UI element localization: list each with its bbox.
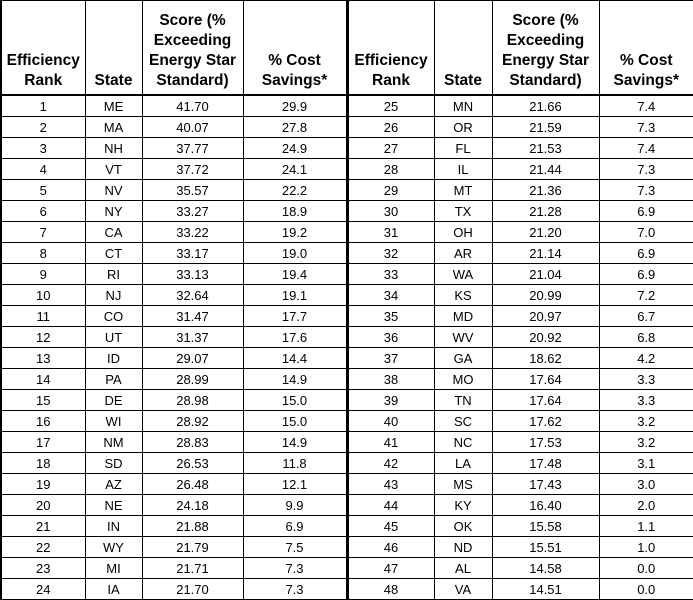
- left-rank-cell: 14: [1, 369, 85, 390]
- header-state: State: [85, 1, 142, 96]
- left-state-cell: NV: [85, 180, 142, 201]
- right-rank-cell: 38: [347, 369, 434, 390]
- left-savings-cell: 7.5: [243, 537, 347, 558]
- table-row: [1, 117, 693, 138]
- right-score-cell: 17.64: [492, 369, 599, 390]
- right-savings-cell: 6.8: [599, 327, 693, 348]
- right-state-cell: KY: [434, 495, 492, 516]
- left-rank-cell: 23: [1, 558, 85, 579]
- header-row: [1, 1, 693, 96]
- table-row: [1, 432, 693, 453]
- right-rank-cell: 45: [347, 516, 434, 537]
- right-savings-cell: 3.3: [599, 390, 693, 411]
- table-row: [1, 516, 693, 537]
- table-row: [1, 558, 693, 579]
- right-state-cell: WV: [434, 327, 492, 348]
- right-score-cell: 17.64: [492, 390, 599, 411]
- left-rank-cell: 6: [1, 201, 85, 222]
- left-state-cell: NM: [85, 432, 142, 453]
- right-rank-cell: 44: [347, 495, 434, 516]
- right-rank-cell: 37: [347, 348, 434, 369]
- right-savings-cell: 2.0: [599, 495, 693, 516]
- right-score-cell: 17.48: [492, 453, 599, 474]
- table-row: [1, 201, 693, 222]
- left-state-cell: WI: [85, 411, 142, 432]
- right-savings-cell: 6.9: [599, 201, 693, 222]
- left-score-cell: 33.13: [142, 264, 243, 285]
- left-score-cell: 31.37: [142, 327, 243, 348]
- right-rank-cell: 36: [347, 327, 434, 348]
- table-row: [1, 411, 693, 432]
- left-savings-cell: 7.3: [243, 579, 347, 600]
- table-row: [1, 306, 693, 327]
- left-savings-cell: 19.4: [243, 264, 347, 285]
- left-savings-cell: 7.3: [243, 558, 347, 579]
- right-state-cell: AR: [434, 243, 492, 264]
- right-state-cell: NC: [434, 432, 492, 453]
- right-state-cell: WA: [434, 264, 492, 285]
- header-efficiency-rank-right: Efficiency Rank: [347, 1, 434, 96]
- left-state-cell: RI: [85, 264, 142, 285]
- table-row: [1, 390, 693, 411]
- table-row: [1, 222, 693, 243]
- left-rank-cell: 11: [1, 306, 85, 327]
- right-score-cell: 17.62: [492, 411, 599, 432]
- left-rank-cell: 24: [1, 579, 85, 600]
- left-savings-cell: 14.9: [243, 369, 347, 390]
- right-score-cell: 21.44: [492, 159, 599, 180]
- left-state-cell: DE: [85, 390, 142, 411]
- right-savings-cell: 6.9: [599, 243, 693, 264]
- left-score-cell: 26.53: [142, 453, 243, 474]
- left-rank-cell: 22: [1, 537, 85, 558]
- right-savings-cell: 7.3: [599, 180, 693, 201]
- right-rank-cell: 42: [347, 453, 434, 474]
- right-rank-cell: 48: [347, 579, 434, 600]
- right-savings-cell: 0.0: [599, 558, 693, 579]
- left-savings-cell: 24.1: [243, 159, 347, 180]
- right-savings-cell: 0.0: [599, 579, 693, 600]
- table-row: [1, 138, 693, 159]
- left-state-cell: VT: [85, 159, 142, 180]
- left-state-cell: ID: [85, 348, 142, 369]
- left-score-cell: 26.48: [142, 474, 243, 495]
- left-score-cell: 40.07: [142, 117, 243, 138]
- left-savings-cell: 9.9: [243, 495, 347, 516]
- right-state-cell: OR: [434, 117, 492, 138]
- right-rank-cell: 31: [347, 222, 434, 243]
- left-score-cell: 35.57: [142, 180, 243, 201]
- header-cost-savings-right: % Cost Savings*: [599, 1, 693, 96]
- right-state-cell: MT: [434, 180, 492, 201]
- right-state-cell: VA: [434, 579, 492, 600]
- header-score-right: Score (% Exceeding Energy Star Standard): [492, 1, 599, 96]
- right-savings-cell: 3.2: [599, 411, 693, 432]
- right-savings-cell: 7.4: [599, 95, 693, 117]
- left-rank-cell: 21: [1, 516, 85, 537]
- left-rank-cell: 15: [1, 390, 85, 411]
- right-savings-cell: 4.2: [599, 348, 693, 369]
- left-score-cell: 28.98: [142, 390, 243, 411]
- right-savings-cell: 1.0: [599, 537, 693, 558]
- left-rank-cell: 8: [1, 243, 85, 264]
- right-rank-cell: 39: [347, 390, 434, 411]
- right-state-cell: ND: [434, 537, 492, 558]
- table-row: [1, 537, 693, 558]
- left-score-cell: 33.17: [142, 243, 243, 264]
- right-score-cell: 15.51: [492, 537, 599, 558]
- left-savings-cell: 17.6: [243, 327, 347, 348]
- left-score-cell: 21.71: [142, 558, 243, 579]
- left-savings-cell: 19.1: [243, 285, 347, 306]
- right-score-cell: 21.28: [492, 201, 599, 222]
- header-state-right: State: [434, 1, 492, 96]
- left-savings-cell: 15.0: [243, 411, 347, 432]
- right-rank-cell: 40: [347, 411, 434, 432]
- right-state-cell: MN: [434, 95, 492, 117]
- left-score-cell: 21.88: [142, 516, 243, 537]
- left-savings-cell: 14.9: [243, 432, 347, 453]
- left-state-cell: MA: [85, 117, 142, 138]
- right-state-cell: OH: [434, 222, 492, 243]
- left-rank-cell: 5: [1, 180, 85, 201]
- header-efficiency-rank: Efficiency Rank: [1, 1, 85, 96]
- table-header: [1, 1, 693, 96]
- right-state-cell: TN: [434, 390, 492, 411]
- table-row: [1, 285, 693, 306]
- right-rank-cell: 34: [347, 285, 434, 306]
- right-savings-cell: 7.2: [599, 285, 693, 306]
- right-savings-cell: 3.3: [599, 369, 693, 390]
- left-savings-cell: 15.0: [243, 390, 347, 411]
- right-savings-cell: 3.1: [599, 453, 693, 474]
- left-state-cell: CT: [85, 243, 142, 264]
- left-rank-cell: 9: [1, 264, 85, 285]
- header-score: Score (% Exceeding Energy Star Standard): [142, 1, 243, 96]
- right-score-cell: 21.14: [492, 243, 599, 264]
- table-row: [1, 453, 693, 474]
- right-score-cell: 21.36: [492, 180, 599, 201]
- left-score-cell: 21.79: [142, 537, 243, 558]
- left-rank-cell: 16: [1, 411, 85, 432]
- left-rank-cell: 19: [1, 474, 85, 495]
- left-state-cell: NY: [85, 201, 142, 222]
- left-score-cell: 37.77: [142, 138, 243, 159]
- left-score-cell: 32.64: [142, 285, 243, 306]
- right-score-cell: 20.97: [492, 306, 599, 327]
- left-score-cell: 37.72: [142, 159, 243, 180]
- left-rank-cell: 1: [1, 95, 85, 117]
- table-body: [1, 95, 693, 600]
- left-savings-cell: 12.1: [243, 474, 347, 495]
- left-state-cell: UT: [85, 327, 142, 348]
- table-row: [1, 495, 693, 516]
- left-state-cell: AZ: [85, 474, 142, 495]
- right-state-cell: KS: [434, 285, 492, 306]
- table-row: [1, 243, 693, 264]
- right-rank-cell: 35: [347, 306, 434, 327]
- right-state-cell: OK: [434, 516, 492, 537]
- table-row: [1, 348, 693, 369]
- right-savings-cell: 1.1: [599, 516, 693, 537]
- left-savings-cell: 24.9: [243, 138, 347, 159]
- right-state-cell: MD: [434, 306, 492, 327]
- right-rank-cell: 41: [347, 432, 434, 453]
- table-row: [1, 474, 693, 495]
- left-rank-cell: 7: [1, 222, 85, 243]
- table-row: [1, 327, 693, 348]
- right-rank-cell: 28: [347, 159, 434, 180]
- right-score-cell: 14.58: [492, 558, 599, 579]
- left-score-cell: 28.99: [142, 369, 243, 390]
- right-rank-cell: 25: [347, 95, 434, 117]
- left-state-cell: IA: [85, 579, 142, 600]
- right-rank-cell: 43: [347, 474, 434, 495]
- right-savings-cell: 7.0: [599, 222, 693, 243]
- right-rank-cell: 30: [347, 201, 434, 222]
- left-rank-cell: 2: [1, 117, 85, 138]
- left-score-cell: 28.83: [142, 432, 243, 453]
- left-state-cell: CA: [85, 222, 142, 243]
- table-row: [1, 95, 693, 117]
- left-savings-cell: 14.4: [243, 348, 347, 369]
- left-state-cell: NE: [85, 495, 142, 516]
- left-state-cell: IN: [85, 516, 142, 537]
- left-state-cell: PA: [85, 369, 142, 390]
- right-rank-cell: 29: [347, 180, 434, 201]
- left-savings-cell: 11.8: [243, 453, 347, 474]
- left-score-cell: 41.70: [142, 95, 243, 117]
- left-rank-cell: 3: [1, 138, 85, 159]
- right-savings-cell: 7.3: [599, 159, 693, 180]
- right-savings-cell: 3.2: [599, 432, 693, 453]
- right-savings-cell: 6.7: [599, 306, 693, 327]
- right-rank-cell: 32: [347, 243, 434, 264]
- right-savings-cell: 7.3: [599, 117, 693, 138]
- right-score-cell: 21.20: [492, 222, 599, 243]
- header-cost-savings: % Cost Savings*: [243, 1, 347, 96]
- left-savings-cell: 18.9: [243, 201, 347, 222]
- left-rank-cell: 20: [1, 495, 85, 516]
- left-savings-cell: 19.0: [243, 243, 347, 264]
- right-score-cell: 21.59: [492, 117, 599, 138]
- left-score-cell: 29.07: [142, 348, 243, 369]
- right-state-cell: FL: [434, 138, 492, 159]
- left-rank-cell: 4: [1, 159, 85, 180]
- table-row: [1, 579, 693, 600]
- left-rank-cell: 18: [1, 453, 85, 474]
- table-row: [1, 180, 693, 201]
- right-score-cell: 17.43: [492, 474, 599, 495]
- right-state-cell: MO: [434, 369, 492, 390]
- right-score-cell: 20.92: [492, 327, 599, 348]
- right-score-cell: 17.53: [492, 432, 599, 453]
- left-score-cell: 24.18: [142, 495, 243, 516]
- right-score-cell: 14.51: [492, 579, 599, 600]
- table-row: [1, 369, 693, 390]
- left-state-cell: CO: [85, 306, 142, 327]
- left-savings-cell: 27.8: [243, 117, 347, 138]
- left-score-cell: 33.22: [142, 222, 243, 243]
- right-rank-cell: 26: [347, 117, 434, 138]
- right-score-cell: 21.53: [492, 138, 599, 159]
- right-rank-cell: 33: [347, 264, 434, 285]
- right-rank-cell: 27: [347, 138, 434, 159]
- left-score-cell: 21.70: [142, 579, 243, 600]
- right-state-cell: IL: [434, 159, 492, 180]
- right-rank-cell: 46: [347, 537, 434, 558]
- right-savings-cell: 7.4: [599, 138, 693, 159]
- right-state-cell: MS: [434, 474, 492, 495]
- left-score-cell: 31.47: [142, 306, 243, 327]
- right-score-cell: 20.99: [492, 285, 599, 306]
- right-score-cell: 15.58: [492, 516, 599, 537]
- right-state-cell: GA: [434, 348, 492, 369]
- right-state-cell: SC: [434, 411, 492, 432]
- right-state-cell: TX: [434, 201, 492, 222]
- left-savings-cell: 6.9: [243, 516, 347, 537]
- table-row: [1, 159, 693, 180]
- left-rank-cell: 10: [1, 285, 85, 306]
- left-savings-cell: 19.2: [243, 222, 347, 243]
- left-state-cell: WY: [85, 537, 142, 558]
- left-savings-cell: 29.9: [243, 95, 347, 117]
- left-rank-cell: 13: [1, 348, 85, 369]
- left-state-cell: NH: [85, 138, 142, 159]
- left-state-cell: SD: [85, 453, 142, 474]
- right-rank-cell: 47: [347, 558, 434, 579]
- right-state-cell: LA: [434, 453, 492, 474]
- left-state-cell: MI: [85, 558, 142, 579]
- left-rank-cell: 17: [1, 432, 85, 453]
- right-state-cell: AL: [434, 558, 492, 579]
- table-row: [1, 264, 693, 285]
- right-score-cell: 21.04: [492, 264, 599, 285]
- right-savings-cell: 3.0: [599, 474, 693, 495]
- right-score-cell: 21.66: [492, 95, 599, 117]
- right-score-cell: 16.40: [492, 495, 599, 516]
- left-rank-cell: 12: [1, 327, 85, 348]
- left-state-cell: ME: [85, 95, 142, 117]
- left-score-cell: 33.27: [142, 201, 243, 222]
- right-score-cell: 18.62: [492, 348, 599, 369]
- left-score-cell: 28.92: [142, 411, 243, 432]
- left-savings-cell: 17.7: [243, 306, 347, 327]
- left-state-cell: NJ: [85, 285, 142, 306]
- left-savings-cell: 22.2: [243, 180, 347, 201]
- right-savings-cell: 6.9: [599, 264, 693, 285]
